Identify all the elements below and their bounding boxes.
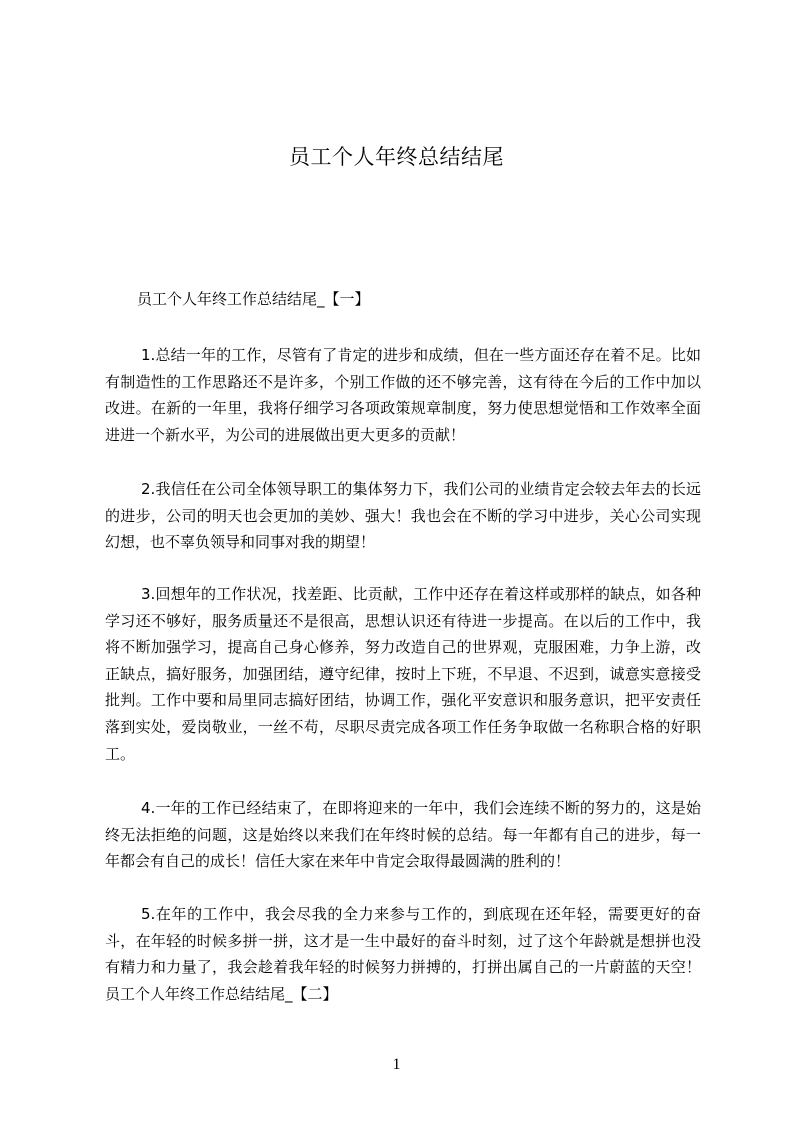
- section-heading: 员工个人年终工作总结结尾_【一】: [137, 290, 370, 308]
- page-number: 1: [392, 1056, 401, 1073]
- paragraph-5: 5.在年的工作中，我会尽我的全力来参与工作的，到底现在还年轻，需要更好的奋斗，在年轻的时候多拼一拼，这才是一生中最好的奋斗时刻，过了这个年龄就是想拼也没有精力和力量了，我会趁着我年轻的时候努力拼搏的，打拼出属自己的一片蔚蓝的天空！员工个人年终工作总结结尾_【二】: [105, 905, 701, 1003]
- document-title: 员工个人年终总结结尾: [289, 145, 504, 169]
- paragraph-4: 4.一年的工作已经结束了，在即将迎来的一年中，我们会连续不断的努力的，这是始终无法拒绝的问题，这是始终以来我们在年终时候的总结。每一年都有自己的进步，每一年都会有自己的成长！信任大家在来年中肯定会取得最圆满的胜利的！: [105, 799, 701, 871]
- paragraph-2: 2.我信任在公司全体领导职工的集体努力下，我们公司的业绩肯定会较去年去的长远的进步，公司的明天也会更加的美妙、强大！我也会在不断的学习中进步，关心公司实现幻想，也不辜负领导和同事对我的期望！: [105, 480, 701, 552]
- paragraph-3: 3.回想年的工作状况，找差距、比贡献，工作中还存在着这样或那样的缺点，如各种学习还不够好，服务质量还不是很高，思想认识还有待进一步提高。在以后的工作中，我将不断加强学习，提高自己身心修养，努力改造自己的世界观，克服困难，力争上游，改正缺点，搞好服务，加强团结，遵守纪律，按时上下班，不早退、不迟到，诚意实意接受批判。工作中要和局里同志搞好团结，协调工作，强化平安意识和服务意识，把平安责任落到实处，爱岗敬业，一丝不苟，尽职尽责完成各项工作任务争取做一名称职合格的好职工。: [105, 585, 701, 763]
- paragraph-1: 1.总结一年的工作，尽管有了肯定的进步和成绩，但在一些方面还存在着不足。比如有制造性的工作思路还不是许多，个别工作做的还不够完善，这有待在今后的工作中加以改进。在新的一年里，我将仔细学习各项政策规章制度，努力使思想觉悟和工作效率全面进进一个新水平，为公司的进展做出更大更多的贡献！: [105, 346, 701, 444]
